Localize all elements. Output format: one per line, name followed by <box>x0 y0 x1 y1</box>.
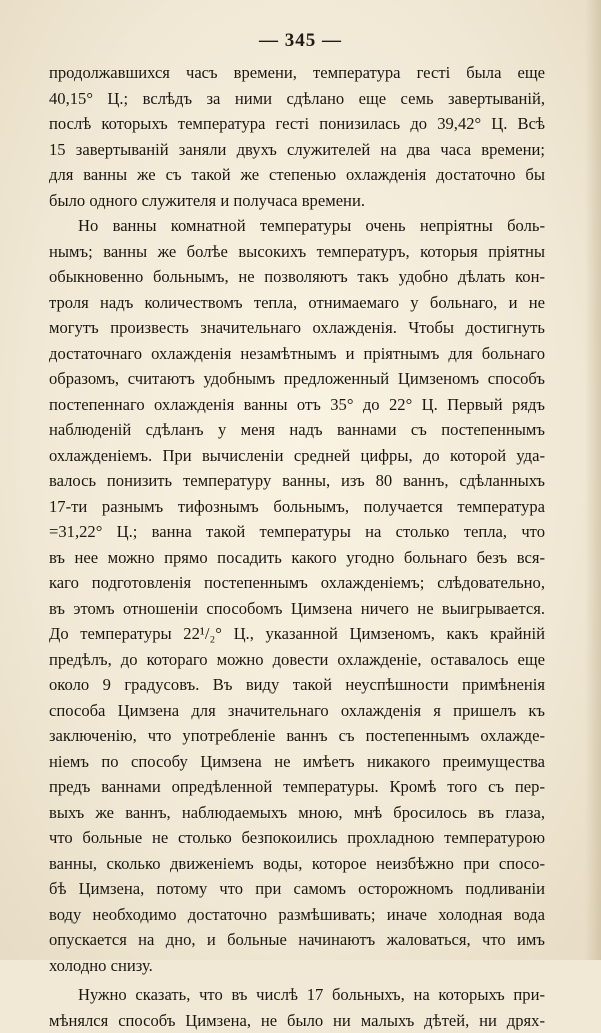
paragraph-2 <box>49 213 545 978</box>
text-line: выхъ же ваннъ, наблюдаемыхъ мною, мнѣ бросилось въ глаза, <box>49 800 545 826</box>
text-line: троля надъ количествомъ тепла, отнимаемаго у больнаго, и не <box>49 290 545 316</box>
text-line: въ нее можно прямо посадить какого угодно больнаго безъ вся- <box>49 545 545 571</box>
text-line: около 9 градусовъ. Въ виду такой неуспѣшности примѣненія <box>49 672 545 698</box>
text-line: валось понизить температуру ванны, изъ 80 ваннъ, сдѣланныхъ <box>49 468 545 494</box>
text-line: предѣлъ, до котораго можно довести охлажденіе, оставалось еще <box>49 647 545 673</box>
text-line: постепеннаго охлажденія ванны отъ 35° до 22° Ц. Первый рядъ <box>49 392 545 418</box>
text-line: наблюденій сдѣланъ у меня надъ ваннами съ постепеннымъ <box>49 417 545 443</box>
text-line: 40,15° Ц.; вслѣдъ за ними сдѣлано еще семь завертываній, <box>49 86 545 112</box>
text-line: Но ванны комнатной температуры очень непріятны боль- <box>49 213 545 239</box>
text-line: опускается на дно, и больные начинаютъ жаловаться, что имъ <box>49 927 545 953</box>
text-line: бѣ Цимзена, потому что при самомъ осторожномъ подливаніи <box>49 876 545 902</box>
text-line: что больные не столько безпокоились прохладною температурою <box>49 825 545 851</box>
text-line: для ванны же съ такой же степенью охлажденія достаточно бы <box>49 162 545 188</box>
text-line: воду необходимо достаточно размѣшивать; иначе холодная вода <box>49 902 545 928</box>
text-line: заключенію, что употребленіе ваннъ съ постепеннымъ охлажде- <box>49 723 545 749</box>
page-edge-shadow <box>585 0 601 960</box>
text-line: холодно снизу. <box>49 953 545 979</box>
text-line: продолжавшихся часъ времени, температура гесті была еще <box>49 60 545 86</box>
text-line: ніемъ по способу Цимзена не имѣетъ никакого преимущества <box>49 749 545 775</box>
text-line: ванны, сколько движеніемъ воды, которое неизбѣжно при спосо- <box>49 851 545 877</box>
text-line: =31,22° Ц.; ванна такой температуры на столько тепла, что <box>49 519 545 545</box>
body-text <box>49 60 545 1033</box>
page-number: — 345 — <box>0 30 601 52</box>
text-line: предъ ваннами опредѣленной температуры. Кромѣ того съ пер- <box>49 774 545 800</box>
text-line: въ этомъ отношеніи способомъ Цимзена ничего не выигрывается. <box>49 596 545 622</box>
text-line: могутъ произвесть значительнаго охлажденія. Чтобы достигнуть <box>49 315 545 341</box>
text-line: было одного служителя и получаса времени. <box>49 188 545 214</box>
text-line: 17-ти разнымъ тифознымъ больнымъ, получается температура <box>49 494 545 520</box>
paragraph-1 <box>49 60 545 213</box>
text-line: охлажденіемъ. При вычисленіи средней цифры, до которой уда- <box>49 443 545 469</box>
paragraph-3 <box>49 982 545 1033</box>
text-line: каго подготовленія постепеннымъ охлажденіемъ; слѣдовательно, <box>49 570 545 596</box>
text-line: 15 завертываній заняли двухъ служителей на два часа времени; <box>49 137 545 163</box>
text-line: Нужно сказать, что въ числѣ 17 больныхъ, на которыхъ при- <box>49 982 545 1008</box>
text-line: нымъ; ванны же болѣе высокихъ температуръ, которыя пріятны <box>49 239 545 265</box>
text-line: послѣ которыхъ температура гесті понизилась до 39,42° Ц. Всѣ <box>49 111 545 137</box>
text-line: способа Цимзена для значительнаго охлажденія я пришелъ къ <box>49 698 545 724</box>
text-line: мѣнялся способъ Цимзена, не было ни малыхъ дѣтей, ни дрях- <box>49 1008 545 1033</box>
text-line: образомъ, считаютъ удобнымъ предложенный Цимзеномъ способъ <box>49 366 545 392</box>
text-line: обыкновенно больнымъ, не позволяютъ такъ удобно дѣлать кон- <box>49 264 545 290</box>
text-line: До температуры 22¹/₂° Ц., указанной Цимзеномъ, какъ крайній <box>49 621 545 647</box>
text-line: достаточнаго охлажденія незамѣтнымъ и пріятнымъ для больнаго <box>49 341 545 367</box>
